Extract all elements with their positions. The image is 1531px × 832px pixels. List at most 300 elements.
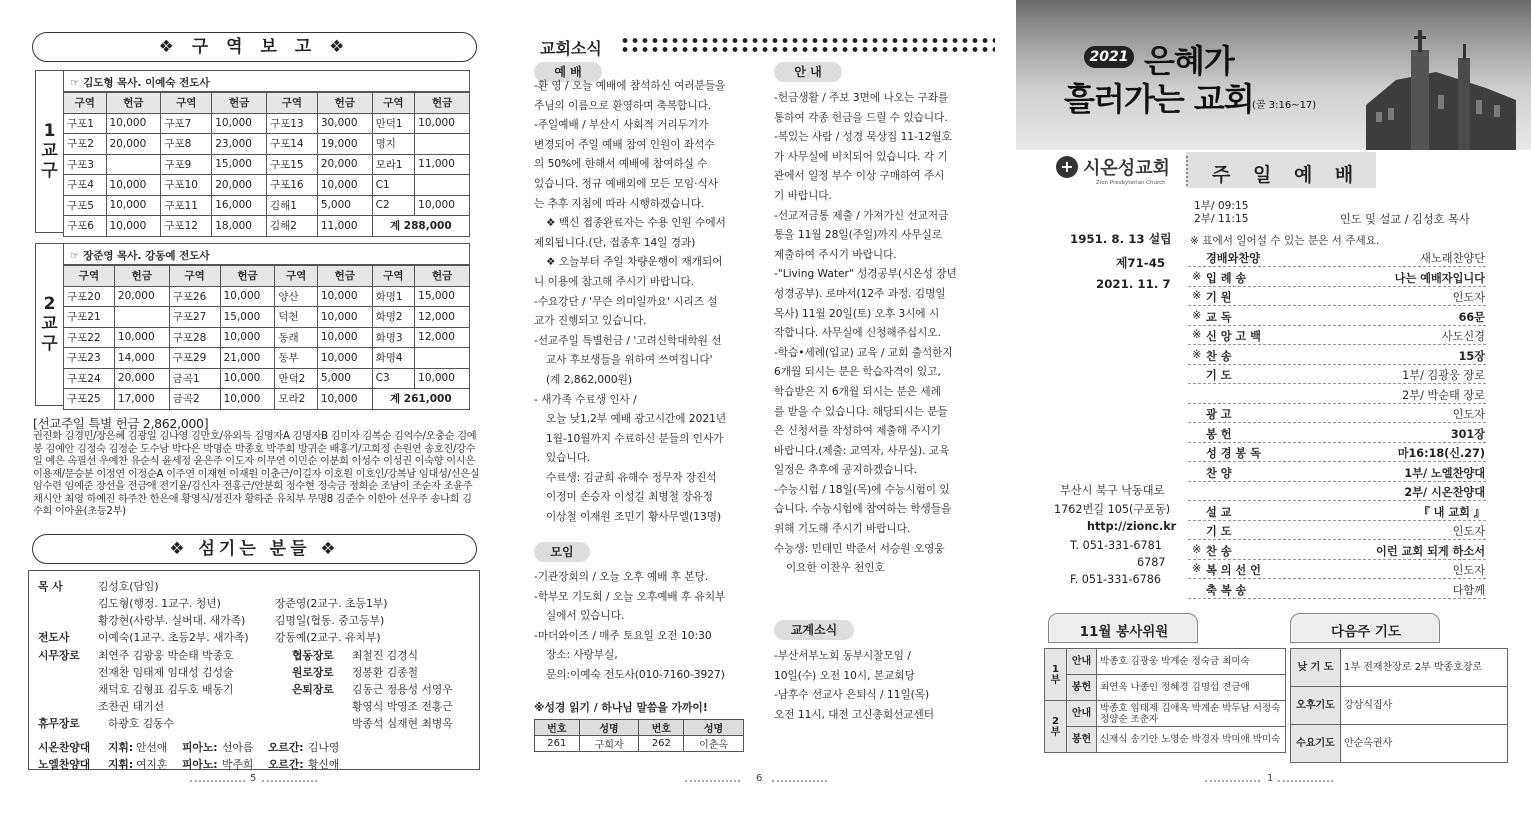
volunteers-title: 11월 봉사위원: [1079, 624, 1169, 640]
evangelist-1: 이예숙(1교구. 초등2부. 새가족): [98, 631, 249, 644]
elder-4: 조찬권 태기선: [98, 700, 165, 713]
table-row: [64, 327, 470, 348]
worship-leader: 인도 및 설교 / 김성호 목사: [1340, 213, 1470, 226]
table-row: [1291, 725, 1508, 763]
prayer-slot: 수요기도: [1291, 725, 1341, 763]
table-cell: 19,000: [317, 134, 372, 155]
table-row: [64, 134, 470, 155]
page-1: [1020, 0, 1531, 832]
news-line: 교가 진행되고 있습니다.: [534, 315, 647, 328]
header-cell: 구역: [266, 93, 317, 114]
news-line: 주님의 이름으로 환영하며 축복합니다.: [534, 99, 712, 112]
choir-2-label: 노엘찬양대: [38, 758, 91, 771]
table-cell: 구포23: [64, 348, 115, 369]
district-2-table: [63, 265, 470, 410]
table-cell: 10,000: [415, 368, 470, 389]
table-cell: 화명1: [372, 286, 415, 307]
order-value: 다함께: [1452, 583, 1485, 597]
footer-dots-right: [1278, 780, 1333, 782]
order-item: 찬 송: [1206, 349, 1232, 363]
prayer-slot: 낮 기 도: [1291, 649, 1341, 687]
worship-time-2: 2부/ 11:15: [1194, 213, 1249, 225]
district-1-pastor-box: [63, 70, 470, 92]
table-cell: 10,000: [317, 175, 372, 196]
table-cell: 16,000: [212, 195, 267, 216]
table-row: [64, 195, 470, 216]
page-number: 6: [756, 773, 763, 784]
page-number: 1: [1267, 773, 1274, 784]
table-cell: 모라1: [372, 154, 415, 175]
news-line: 이상철 이재원 조민기 황사무엘(13명): [546, 511, 722, 524]
pastor-1: 김성호(담임): [98, 580, 159, 593]
header-cell: 헌금: [212, 93, 267, 114]
news-line: -학습•세례(입교) 교육 / 교회 출석한지: [774, 346, 953, 359]
news-line: 수능생: 민태민 박준서 서승원 오영웅: [774, 542, 945, 555]
news-line: 바랍니다.(제출: 교역자, 사무실). 교육: [774, 444, 950, 457]
table-cell: 금곡1: [169, 368, 220, 389]
order-divider: [1188, 442, 1486, 443]
honor-elder: 정봉환 김종철: [352, 666, 419, 679]
news-line: 이정미 손승자 이성길 최병철 장유정: [546, 491, 713, 504]
footer-dots-right: [772, 780, 827, 782]
title-dots: [620, 36, 995, 54]
table-cell: 구포8: [161, 134, 212, 155]
table-row: [1045, 675, 1286, 701]
news-line: -마더와이즈 / 매주 토요일 오전 10:30: [534, 629, 712, 642]
table-cell: 23,000: [212, 134, 267, 155]
news-line: -남후수 선교사 은퇴식 / 11일(목): [774, 689, 930, 702]
news-line: 통하여 각종 헌금을 드릴 수 있습니다.: [774, 111, 948, 124]
website-url[interactable]: http://zionc.kr: [1087, 520, 1177, 533]
district-2-pastor: ☞ 장준영 목사. 강동예 전도사: [70, 250, 210, 262]
table-row: [64, 368, 470, 389]
table-cell: 10,000: [106, 216, 161, 237]
order-item: 입 례 송: [1206, 271, 1247, 285]
table-cell: 김해1: [266, 195, 317, 216]
header-cell: 헌금: [317, 93, 372, 114]
church-logo-icon: +: [1056, 156, 1078, 178]
order-value: 66문: [1458, 310, 1485, 324]
news-line: 실에서 있습니다.: [546, 610, 625, 623]
order-item: 성 경 봉 독: [1206, 447, 1261, 460]
table-cell: 구포24: [64, 368, 115, 389]
news-line: -선교주일 특별헌금 / '고려신학대학원 선: [534, 334, 722, 347]
fax: F. 051-331-6786: [1070, 573, 1162, 586]
table-cell: 12,000: [415, 327, 470, 348]
order-divider: [1188, 578, 1486, 579]
table-cell: [415, 348, 470, 369]
order-value: 인도자: [1452, 408, 1485, 421]
bible-cell-3: 262: [639, 736, 684, 752]
table-row: [1045, 727, 1286, 753]
order-value: 『 내 교회 』: [1418, 505, 1485, 519]
volunteer-names: 신재식 송기안 노영순 박경자 박미애 박미숙: [1097, 727, 1286, 753]
table-cell: 10,000: [220, 286, 275, 307]
order-value: 이런 교회 되게 하소서: [1376, 544, 1485, 558]
church-name: 시온성교회: [1083, 158, 1170, 179]
footer-dots-right: [262, 780, 317, 782]
table-cell: 20,000: [212, 175, 267, 196]
duty: 봉헌: [1067, 675, 1097, 701]
table-cell: 11,000: [415, 154, 470, 175]
order-star: ※: [1192, 308, 1202, 322]
meeting-tag: 모임: [534, 542, 590, 562]
table-cell: 구포3: [64, 154, 107, 175]
news-line: -헌금생활 / 주보 3면에 나오는 구좌를: [774, 92, 949, 104]
news-line: -수요강단 / '무슨 의미일까요' 시리즈 설: [534, 295, 718, 308]
news-line: 학습받은 지 6개월 되시는 분은 세례: [774, 385, 941, 398]
table-cell: [415, 175, 470, 196]
table-cell: 11,000: [317, 216, 372, 237]
table-cell: 동래: [275, 327, 318, 348]
news-line: 문의:이예숙 전도사(010-7160-3927): [546, 668, 725, 681]
guide-column: [774, 89, 988, 579]
news-line: 목사) 11월 20일(토) 오후 3시에 시: [774, 307, 940, 320]
table-row: [64, 389, 470, 410]
table-cell: 구포2: [64, 134, 107, 155]
order-item: 복 의 선 언: [1206, 564, 1261, 577]
bible-reading-table: [534, 719, 744, 752]
news-line: (계 2,862,000원): [546, 373, 633, 386]
address-line-2: 1762번길 105(구포동): [1054, 503, 1171, 516]
news-line: 일정은 추후에 공지하겠습니다.: [774, 464, 918, 477]
district-report-title: ❖ 구 역 보 고 ❖: [32, 32, 477, 62]
table-cell: 12,000: [415, 307, 470, 328]
news-line: 오늘 낮1,2부 예배 광고시간에 2021년: [546, 413, 727, 426]
table-cell: 구포7: [161, 113, 212, 134]
servants-title: ❖ 섬기는 분들 ❖: [32, 534, 477, 564]
coop-elder: 최철진 김경식: [352, 649, 419, 662]
order-item: 설 교: [1206, 505, 1232, 519]
news-line: 의 50%에 한해서 예배에 참여하실 수: [534, 158, 708, 171]
order-value: 15장: [1458, 349, 1485, 363]
bible-hd-1: 번호: [535, 720, 580, 736]
header-cell: 구역: [372, 93, 415, 114]
header-cell: 구역: [275, 266, 318, 287]
order-value: 인도자: [1452, 525, 1485, 538]
choir-2-piano-label: 피아노:: [182, 758, 218, 771]
prayer-leader: 강삼식집사: [1341, 687, 1508, 725]
order-item: 봉 헌: [1206, 427, 1232, 441]
order-value: 인도자: [1452, 291, 1485, 304]
table-cell: 구포4: [64, 175, 107, 196]
news-line: 습니다. 수능시험에 참여하는 학생들을: [774, 503, 952, 516]
phone-2: 6787: [1137, 556, 1166, 569]
news-line: 위해 기도해 주시기 바랍니다.: [774, 523, 911, 536]
stand-note: ※ 표에서 일어설 수 있는 분은 서 주세요.: [1190, 235, 1380, 247]
slogan-line-2: 흘러가는 교회: [1064, 80, 1254, 118]
news-line: -주일예배 / 부산시 사회적 거리두기가: [534, 119, 709, 132]
service-group: 1부: [1045, 649, 1067, 701]
table-cell: 10,000: [220, 368, 275, 389]
news-line: - 새가족 수료생 인사 /: [534, 393, 637, 406]
table-cell: 구포26: [169, 286, 220, 307]
order-divider: [1188, 500, 1486, 501]
table-cell: 화명3: [372, 327, 415, 348]
order-item: 기 원: [1206, 291, 1232, 304]
order-item: 찬 양: [1206, 466, 1232, 480]
news-line: 6개월 되시는 분은 학습자격이 있고,: [774, 366, 941, 379]
district-2-pastor-box: [63, 243, 470, 265]
table-cell: 화명4: [372, 348, 415, 369]
table-cell: 14,000: [114, 348, 169, 369]
news-line: 를 받을 수 있습니다. 해당되시는 분들: [774, 405, 948, 418]
news-line: -환 영 / 오늘 예배에 참석하신 여러분들을: [534, 80, 726, 92]
news-line: 니 이용에 참고해 주시기 바랍니다.: [534, 275, 695, 288]
order-star: ※: [1192, 289, 1202, 302]
table-cell: 만덕2: [275, 368, 318, 389]
table-cell: 만덕1: [372, 113, 415, 134]
order-divider: [1188, 481, 1486, 482]
order-value: 사도신경: [1441, 330, 1485, 343]
bulletin-date: 2021. 11. 7: [1096, 277, 1171, 291]
order-value: 2부/ 시온찬양대: [1404, 486, 1485, 499]
volunteer-names: 박종호 김광웅 박계순 정숙금 최미숙: [1097, 649, 1286, 675]
order-item: 신 앙 고 백: [1206, 330, 1261, 343]
choir-2-organ-label: 오르간:: [268, 758, 304, 771]
choir-1-piano-label: 피아노:: [182, 741, 218, 754]
news-line: 은 신청서를 작성하여 제출해 주시기: [774, 425, 941, 438]
prayer-leader: 1부 전재찬장로 2부 박종호장로: [1341, 649, 1508, 687]
honor-elder-label: 원로장로: [292, 666, 334, 679]
table-cell: [106, 154, 161, 175]
table-cell: 10,000: [220, 389, 275, 410]
news-line: 관에서 일정 부수 이상 구매하여 주시: [774, 170, 945, 183]
choir-1-conductor-label: 지휘:: [108, 741, 134, 754]
table-cell: 구포5: [64, 195, 107, 216]
meeting-column: [534, 568, 770, 686]
table-cell: 18,000: [212, 216, 267, 237]
order-star: ※: [1192, 542, 1202, 556]
order-divider: [1188, 266, 1486, 267]
table-cell: 10,000: [317, 348, 372, 369]
phone-1: T. 051-331-6781: [1070, 539, 1162, 552]
choir-2-organ: 황신애: [308, 758, 340, 771]
retired-elder-2: 황영식 박영조 전홍근: [352, 700, 453, 713]
table-cell: 금곡2: [169, 389, 220, 410]
worship-title-accent: [1186, 156, 1200, 186]
order-divider: [1188, 383, 1486, 384]
district-2-label: 2 교 구: [35, 243, 63, 406]
header-cell: 구역: [64, 266, 115, 287]
evangelist-2: 강동예(2교구. 유치부): [275, 631, 381, 644]
table-cell: 구포1: [64, 113, 107, 134]
table-cell: [415, 134, 470, 155]
order-item: 기 도: [1206, 525, 1232, 538]
order-value: 새노래찬양단: [1420, 252, 1485, 265]
order-value: 2부/ 박순태 장로: [1402, 388, 1485, 402]
choir-1-label: 시온찬양대: [38, 741, 91, 754]
elder-3: 채덕호 김형표 김두호 배동기: [98, 683, 234, 696]
founded: 1951. 8. 13 설립: [1070, 232, 1172, 246]
table-row: [64, 286, 470, 307]
table-cell: 10,000: [317, 307, 372, 328]
table-cell: 김해2: [266, 216, 317, 237]
rest-elder: 하광호 김동수: [108, 717, 175, 730]
choir-1-organ: 김나영: [308, 741, 340, 754]
pastor-3: 장준영(2교구. 초등1부): [275, 597, 388, 610]
year: 2021: [1089, 49, 1129, 65]
duty: 안내: [1067, 701, 1097, 727]
slogan-line-1: 은혜가: [1144, 42, 1234, 80]
worship-tag: 예 배: [534, 62, 602, 82]
table-cell: 15,000: [415, 286, 470, 307]
order-divider: [1188, 364, 1486, 365]
header-cell: 헌금: [114, 266, 169, 287]
order-divider: [1188, 598, 1486, 599]
table-cell: 구포29: [169, 348, 220, 369]
district-1-label: 1 교 구: [35, 70, 63, 233]
table-cell: 구포12: [161, 216, 212, 237]
table-cell: 17,000: [114, 389, 169, 410]
order-divider: [1188, 539, 1486, 540]
table-cell: 구포21: [64, 307, 115, 328]
table-cell: 15,000: [212, 154, 267, 175]
bible-hd-4: 성명: [684, 720, 744, 736]
table-row: [64, 113, 470, 134]
prayer-leader: 안순옥권사: [1341, 725, 1508, 763]
table-cell: 10,000: [114, 327, 169, 348]
table-row: [1291, 649, 1508, 687]
choir-1-conductor: 안선애: [136, 741, 168, 754]
table-cell: 화명2: [372, 307, 415, 328]
total-cell: 계 288,000: [372, 216, 469, 237]
table-cell: 구포20: [64, 286, 115, 307]
prayer-slot: 오후기도: [1291, 687, 1341, 725]
church-english-name: Zion Presbyterian Church: [1096, 180, 1166, 186]
news-line: 교사 후보생들을 위하여 쓰여집니다': [546, 354, 713, 367]
news-line: 는 추후 지침에 따라 시행하겠습니다.: [534, 197, 705, 210]
volunteers-heading: [1048, 613, 1198, 643]
order-item: 기 도: [1206, 369, 1232, 382]
order-value: 나는 예배자입니다: [1394, 271, 1485, 285]
news-line: 통을 11월 28일(주일)까지 사무실로: [774, 229, 943, 242]
table-cell: 구포25: [64, 389, 115, 410]
table-cell: 30,000: [317, 113, 372, 134]
news-line: ❖ 백신 접종완료자는 수용 인원 수에서: [546, 217, 726, 230]
volunteers-table: [1044, 648, 1286, 753]
table-cell: 구포14: [266, 134, 317, 155]
issue-number: 제71-45: [1116, 256, 1166, 270]
coop-elder-label: 협동장로: [292, 649, 334, 662]
volunteer-names: 박종호 임태제 김애옥 박계순 박두남 서정숙 정양순 조춘자: [1097, 701, 1286, 727]
news-line: 수료생: 김균희 유해수 정무자 장진석: [546, 471, 717, 484]
news-line: 1월-10월까지 수료하신 분들의 인사가: [546, 432, 724, 445]
table-cell: 5,000: [317, 368, 372, 389]
guide-tag: 안 내: [774, 62, 842, 82]
order-divider: [1188, 403, 1486, 404]
table-cell: 5,000: [317, 195, 372, 216]
prayer-title: 다음주 기도: [1331, 624, 1401, 640]
footer-dots-left: [190, 780, 245, 782]
bible-reading-title: ※성경 읽기 / 하나님 말씀을 가까이!: [534, 701, 708, 714]
table-cell: 10,000: [106, 113, 161, 134]
choir-2-conductor-label: 지휘:: [108, 758, 134, 771]
service-group: 2부: [1045, 701, 1067, 753]
order-value: 마16:18(신.27): [1397, 447, 1485, 460]
page-number: 5: [250, 773, 257, 784]
table-row: [64, 307, 470, 328]
pastor-label: 목 사: [38, 580, 63, 593]
news-line: 이요한 이찬우 천인호: [786, 562, 885, 575]
bible-hd-3: 번호: [639, 720, 684, 736]
table-cell: 10,000: [415, 195, 470, 216]
order-item: 축 복 송: [1206, 583, 1247, 597]
mission-offering-list: [33, 416, 481, 519]
order-divider: [1188, 422, 1486, 423]
order-divider: [1188, 286, 1486, 287]
mission-offering-title: [선교주일 특별 헌금 2,862,000]: [33, 416, 209, 431]
news-line: ❖ 오늘부터 주일 차량운행이 재개되어: [546, 256, 723, 269]
table-cell: 10,000: [317, 327, 372, 348]
news-line: 제출하여 주시기 바랍니다.: [774, 248, 897, 261]
order-item: 교 독: [1206, 310, 1232, 324]
table-cell: [114, 307, 169, 328]
order-divider: [1188, 461, 1486, 462]
table-cell: C2: [372, 195, 415, 216]
worship-news-column: [534, 77, 770, 528]
table-cell: 20,000: [106, 134, 161, 155]
table-cell: 20,000: [114, 286, 169, 307]
page-6: [510, 0, 1020, 832]
table-cell: 구포28: [169, 327, 220, 348]
slogan-verse: (골 3:16~17): [1252, 100, 1317, 111]
pastor-4: 황강현(사랑부. 실버대. 새가족): [98, 614, 246, 627]
news-line: -수능시험 / 18일(목)에 수능시험이 있: [774, 483, 950, 496]
worship-title: 주 일 예 배: [1212, 164, 1362, 186]
bible-cell-2: 구희자: [579, 736, 639, 752]
news-line: 10일(수) 오전 10시, 본교회당: [774, 669, 915, 682]
page-5: [0, 0, 510, 832]
retired-elder-label: 은퇴장로: [292, 683, 334, 696]
table-cell: 모라2: [275, 389, 318, 410]
table-cell: 구포11: [161, 195, 212, 216]
table-cell: 10,000: [106, 195, 161, 216]
table-cell: 구포10: [161, 175, 212, 196]
order-item: 경배와찬양: [1206, 252, 1261, 265]
table-cell: 10,000: [317, 286, 372, 307]
bible-cell-1: 261: [535, 736, 580, 752]
elder-1: 최연주 김광웅 박순태 박종호: [98, 649, 234, 662]
table-cell: 구포15: [266, 154, 317, 175]
table-cell: 구포13: [266, 113, 317, 134]
table-cell: 동부: [275, 348, 318, 369]
news-line: -기관장회의 / 오늘 오후 예배 후 본당.: [534, 571, 709, 583]
table-cell: 15,000: [220, 307, 275, 328]
retired-elder-1: 김동근 정용성 서영우: [352, 683, 453, 696]
header-cell: 헌금: [415, 266, 470, 287]
header-cell: 구역: [161, 93, 212, 114]
elder-label: 시무장로: [38, 649, 80, 662]
duty: 안내: [1067, 649, 1097, 675]
order-divider: [1188, 325, 1486, 326]
table-cell: C1: [372, 175, 415, 196]
order-star: ※: [1192, 562, 1202, 575]
elder-2: 전재찬 임태제 임대성 김성술: [98, 666, 234, 679]
news-line: -학부모 기도회 / 오늘 오후예배 후 유치부: [534, 590, 726, 603]
choir-1-organ-label: 오르간:: [268, 741, 304, 754]
bible-hd-2: 성명: [579, 720, 639, 736]
district-1-table: [63, 92, 470, 237]
church-logo: [1056, 154, 1206, 194]
footer-dots-left: [685, 780, 740, 782]
header-cell: 구역: [372, 266, 415, 287]
order-value: 1부/ 김광웅 장로: [1402, 369, 1485, 382]
choir-2-conductor: 여지훈: [136, 758, 168, 771]
header-cell: 헌금: [220, 266, 275, 287]
news-line: 성경공부). 로마서(12주 과정. 김명일: [774, 287, 946, 300]
news-line: 있습니다.: [546, 452, 591, 465]
